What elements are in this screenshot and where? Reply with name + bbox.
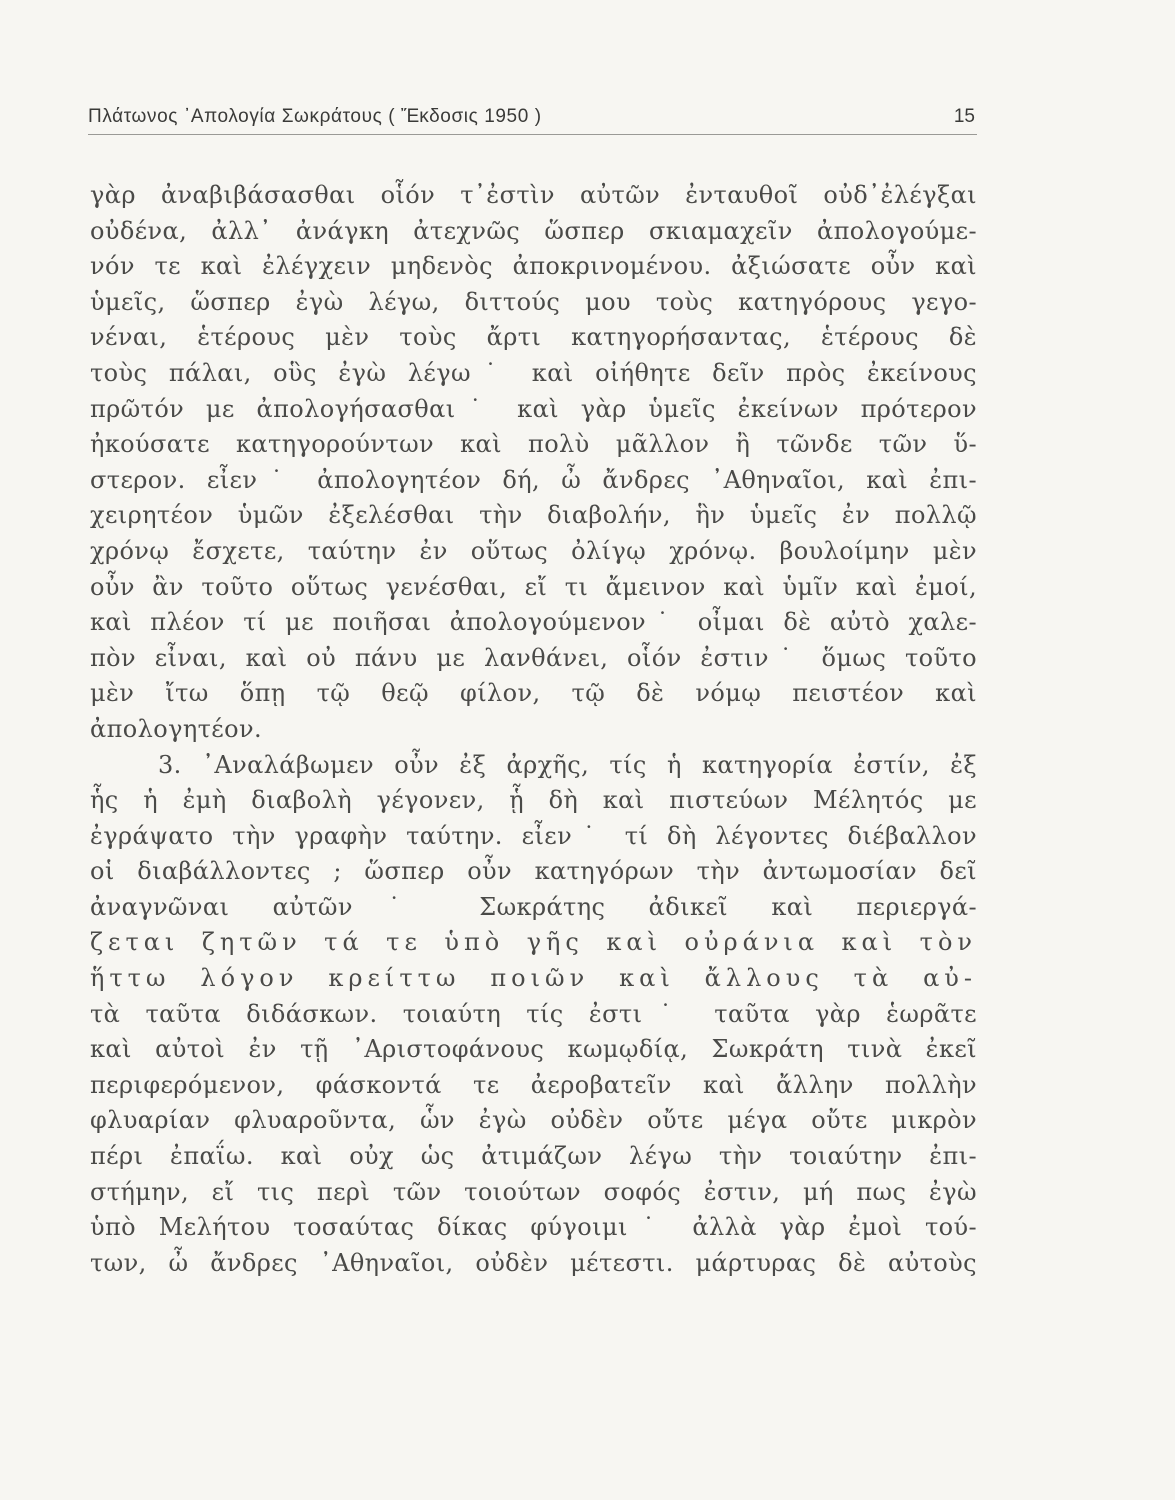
text-line: περιφερόμενον, φάσκοντά τε ἀεροβατεῖν καὶ ἄλλην πολλὴν [90, 1070, 977, 1099]
text-line: ὑπὸ Μελήτου τοσαύτας δίκας φύγοιμι˙ ἀλλὰ γὰρ ἐμοὶ τού- [90, 1213, 977, 1242]
text-line: οὐδένα, ἀλλ᾽ ἀνάγκη ἀτεχνῶς ὥσπερ σκιαμαχεῖν ἀπολογούμε- [90, 216, 977, 245]
running-title: Πλάτωνος ᾽Απολογία Σωκράτους ( Ἔκδοσις 1950 ) [88, 106, 542, 127]
page-number: 15 [953, 106, 975, 127]
section-start-line: 3. ᾽Αναλάβωμεν οὖν ἐξ ἀρχῆς, τίς ἡ κατηγορία ἐστίν, ἐξ [158, 750, 977, 779]
body-text [90, 178, 977, 1281]
text-line: νόν τε καὶ ἐλέγχειν μηδενὸς ἀποκρινομένου. ἀξιώσατε οὖν καὶ [90, 252, 977, 281]
text-line: ἠκούσατε κατηγορούντων καὶ πολὺ μᾶλλον ἢ τῶνδε τῶν ὕ- [90, 430, 977, 459]
text-line: ἐγράψατο τὴν γραφὴν ταύτην. εἶεν˙ τί δὴ λέγοντες διέβαλλον [90, 821, 977, 850]
running-header [88, 104, 977, 135]
text-line: καὶ πλέον τί με ποιῆσαι ἀπολογούμενον˙ οἶμαι δὲ αὐτὸ χαλε- [90, 608, 977, 637]
text-line: χρόνῳ ἔσχετε, ταύτην ἐν οὕτως ὀλίγῳ χρόνῳ. βουλοίμην μὲν [90, 536, 977, 565]
text-line: φλυαρίαν φλυαροῦντα, ὧν ἐγὼ οὐδὲν οὔτε μέγα οὔτε μικρὸν [90, 1106, 977, 1135]
text-line: οἱ διαβάλλοντες ; ὥσπερ οὖν κατηγόρων τὴν ἀντωμοσίαν δεῖ [90, 857, 977, 886]
text-line: τὰ ταῦτα διδάσκων. τοιαύτη τίς ἐστι˙ ταῦτα γὰρ ἑωρᾶτε [90, 999, 977, 1028]
text-line: ἧς ἡ ἐμὴ διαβολὴ γέγονεν, ᾗ δὴ καὶ πιστεύων Μέλητός με [90, 786, 977, 815]
text-line: ἀπολογητέον. [90, 714, 262, 743]
text-line: στήμην, εἴ τις περὶ τῶν τοιούτων σοφός ἐστιν, μή πως ἐγὼ [90, 1177, 977, 1206]
text-line: στερον. εἶεν˙ ἀπολογητέον δή, ὦ ἄνδρες ᾽Αθηναῖοι, καὶ ἐπι- [90, 465, 977, 494]
text-line: ὑμεῖς, ὥσπερ ἐγὼ λέγω, διττούς μου τοὺς κατηγόρους γεγο- [90, 287, 977, 316]
text-line: πρῶτόν με ἀπολογήσασθαι˙ καὶ γὰρ ὑμεῖς ἐκείνων πρότερον [90, 394, 977, 423]
text-line: πέρι ἐπαΐω. καὶ οὐχ ὡς ἀτιμάζων λέγω τὴν τοιαύτην ἐπι- [90, 1142, 977, 1171]
text-line: μὲν ἴτω ὅπῃ τῷ θεῷ φίλον, τῷ δὲ νόμῳ πειστέον καὶ [90, 679, 977, 708]
text-line: των, ὦ ἄνδρες ᾽Αθηναῖοι, οὐδὲν μέτεστι. μάρτυρας δὲ αὐτοὺς [90, 1248, 977, 1277]
text-line: τοὺς πάλαι, οὓς ἐγὼ λέγω˙ καὶ οἰήθητε δεῖν πρὸς ἐκείνους [90, 358, 977, 387]
text-line: γὰρ ἀναβιβάσασθαι οἷόν τ᾽ἐστὶν αὐτῶν ἐνταυθοῖ οὐδ᾽ἐλέγξαι [90, 181, 977, 209]
quoted-indictment-line: ζεται ζητῶν τά τε ὑπὸ γῆς καὶ οὐράνια καὶ τὸν [90, 928, 977, 957]
quoted-indictment-line: ἥττω λόγον κρείττω ποιῶν καὶ ἄλλους τὰ αὐ- [90, 964, 977, 993]
text-line: καὶ αὐτοὶ ἐν τῇ ᾽Αριστοφάνους κωμῳδίᾳ, Σωκράτη τινὰ ἐκεῖ [90, 1035, 977, 1064]
text-line: νέναι, ἑτέρους μὲν τοὺς ἄρτι κατηγορήσαντας, ἑτέρους δὲ [90, 323, 977, 352]
text-line: χειρητέον ὑμῶν ἐξελέσθαι τὴν διαβολήν, ἣν ὑμεῖς ἐν πολλῷ [90, 501, 977, 530]
text-line: ἀναγνῶναι αὐτῶν˙ Σωκράτης ἀδικεῖ καὶ περιεργά- [90, 892, 977, 921]
text-line: πὸν εἶναι, καὶ οὐ πάνυ με λανθάνει, οἷόν ἐστιν˙ ὅμως τοῦτο [90, 643, 977, 672]
text-line: οὖν ἂν τοῦτο οὕτως γενέσθαι, εἴ τι ἄμεινον καὶ ὑμῖν καὶ ἐμοί, [90, 572, 977, 601]
